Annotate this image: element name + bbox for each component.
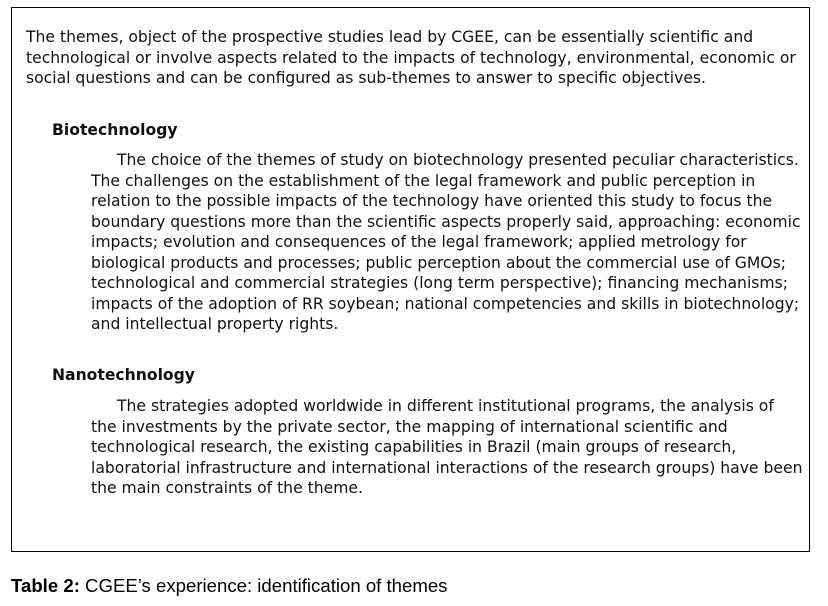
themes-box (11, 7, 810, 552)
caption-label: Table 2: (11, 575, 80, 596)
intro-paragraph: The themes, object of the prospective studies lead by CGEE, can be essentially scientific and technological or involve aspects related to the impacts of technology, environmental, economic or social questions and can be configured as sub-themes to answer to specific objectives. (26, 28, 796, 88)
biotechnology-heading: Biotechnology (52, 121, 178, 139)
biotechnology-paragraph: The choice of the themes of study on biotechnology presented peculiar characteristics. The challenges on the establishment of the legal framework and public perception in relation to the possible impacts of the technology have oriented this study to focus the boundary questions more than the scientific aspects properly said, approaching: economic impacts; evolution and consequences of the legal framework; applied metrology for biological products and processes; public perception about the commercial use of GMOs; technological and commercial strategies (long term perspective); financing mechanisms; impacts of the adoption of RR soybean; national competencies and skills in biotechnology; and intellectual property rights. (91, 151, 801, 333)
table-caption (11, 575, 447, 597)
caption-text: CGEE’s experience: identification of themes (79, 575, 448, 596)
nanotechnology-paragraph: The strategies adopted worldwide in different institutional programs, the analysis of the investments by the private sector, the mapping of international scientific and technological research, the existing capabilities in Brazil (main groups of research, laboratorial infrastructure and international interactions of the research groups) have been the main constraints of the theme. (91, 397, 803, 497)
nanotechnology-heading: Nanotechnology (52, 366, 195, 384)
